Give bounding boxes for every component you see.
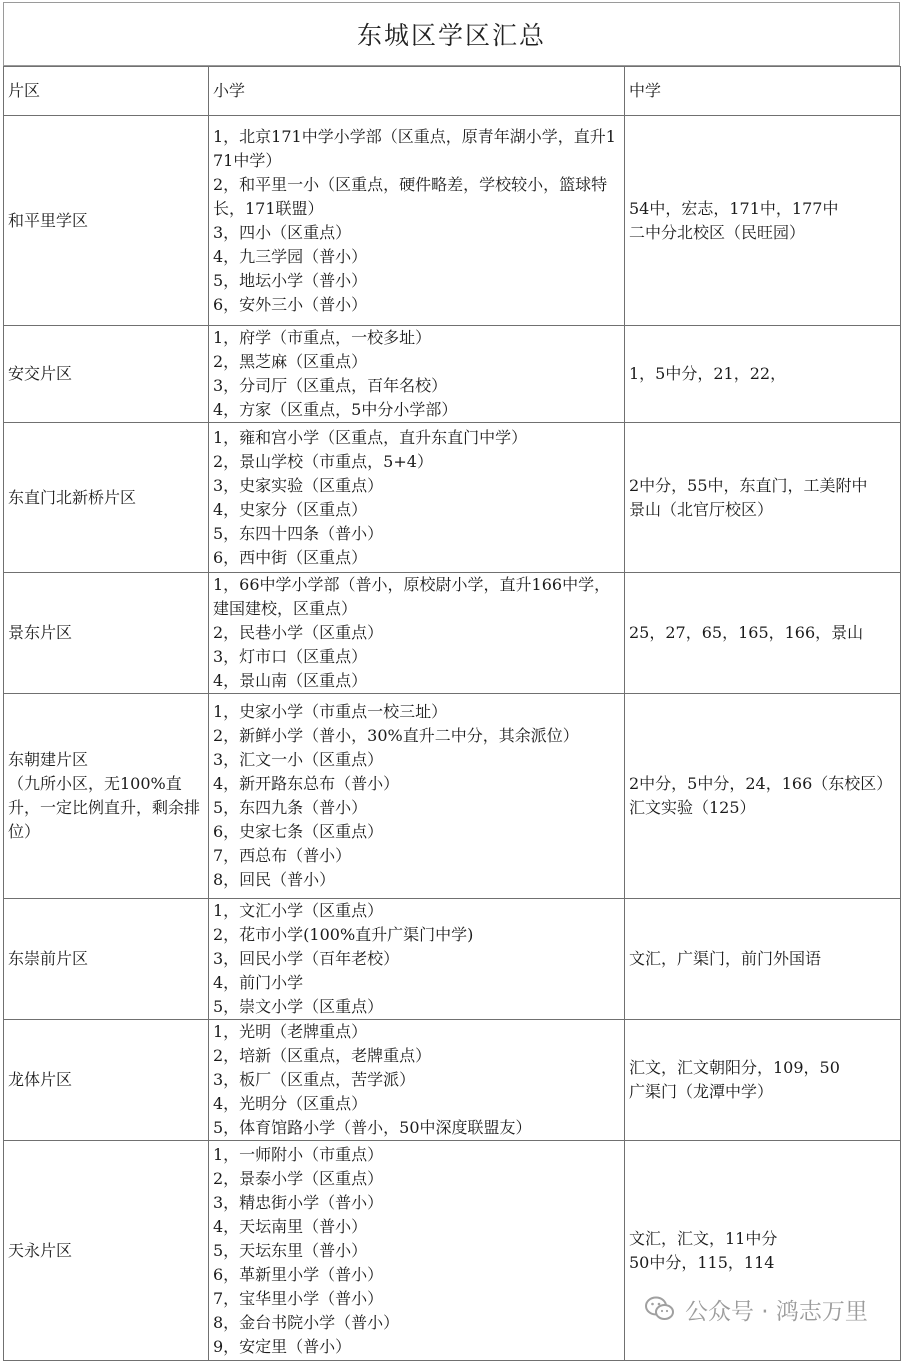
school-item: 8，金台书院小学（普小） bbox=[213, 1312, 400, 1332]
middle-school-line: 文汇，广渠门，前门外国语 bbox=[629, 949, 822, 968]
table-row bbox=[4, 1141, 901, 1361]
middle-school-line: 汇文，汇文朝阳分，109，50 bbox=[629, 1058, 840, 1077]
table-row bbox=[4, 326, 901, 423]
school-item: 6，安外三小（普小） bbox=[213, 294, 368, 314]
school-item: 1，一师附小（市重点） bbox=[213, 1144, 384, 1164]
district-name: 和平里学区 bbox=[8, 210, 89, 230]
school-item: 1，史家小学（市重点一校三址） bbox=[213, 702, 448, 721]
primary-schools-cell bbox=[209, 899, 625, 1020]
middle-school-line: 广渠门（龙潭中学） bbox=[629, 1082, 774, 1101]
middle-school-line: 景山（北官厅校区） bbox=[629, 499, 774, 519]
header-middle: 中学 bbox=[625, 67, 901, 116]
middle-school-line: 1，5中分，21，22， bbox=[629, 364, 787, 383]
middle-school-line: 文汇，汇文，11中分 bbox=[629, 1228, 778, 1248]
primary-schools-cell bbox=[209, 573, 625, 694]
school-item: 2，景泰小学（区重点） bbox=[213, 1168, 384, 1188]
school-item: 2，花市小学(100%直升广渠门中学) bbox=[213, 925, 474, 944]
school-item: 1，雍和宫小学（区重点，直升东直门中学） bbox=[213, 427, 528, 447]
district-cell bbox=[4, 1020, 209, 1141]
table-row bbox=[4, 694, 901, 899]
district-cell bbox=[4, 1141, 209, 1361]
wechat-icon bbox=[645, 1296, 675, 1322]
watermark bbox=[645, 1292, 868, 1326]
school-item: 1，文汇小学（区重点） bbox=[213, 901, 384, 920]
school-item: 2，培新（区重点，老牌重点） bbox=[213, 1046, 432, 1065]
middle-school-line: 2中分，5中分，24，166（东校区） bbox=[629, 774, 893, 793]
district-name: 龙体片区 bbox=[8, 1070, 73, 1089]
school-item: 2，黑芝麻（区重点） bbox=[213, 352, 368, 371]
district-cell bbox=[4, 423, 209, 573]
school-item: 3，分司厅（区重点，百年名校） bbox=[213, 376, 448, 395]
middle-school-line: 二中分北校区（民旺园） bbox=[629, 222, 806, 242]
middle-school-line: 50中分，115，114 bbox=[629, 1252, 775, 1272]
school-item: 7，西总布（普小） bbox=[213, 846, 352, 865]
school-item: 5，天坛东里（普小） bbox=[213, 1240, 368, 1260]
table-row bbox=[4, 423, 901, 573]
district-name: 安交片区 bbox=[8, 364, 73, 383]
school-item: 3，灯市口（区重点） bbox=[213, 647, 368, 666]
school-item: 3，史家实验（区重点） bbox=[213, 475, 384, 495]
school-item: 3，精忠街小学（普小） bbox=[213, 1192, 384, 1212]
primary-schools-cell bbox=[209, 326, 625, 423]
primary-schools-cell bbox=[209, 423, 625, 573]
middle-schools-cell bbox=[625, 694, 901, 899]
primary-schools-cell bbox=[209, 1141, 625, 1361]
middle-schools-cell bbox=[625, 423, 901, 573]
school-item: 5，东四九条（普小） bbox=[213, 798, 368, 817]
header-district: 片区 bbox=[4, 67, 209, 116]
district-name: 东朝建片区 bbox=[8, 750, 89, 769]
school-item: 2，景山学校（市重点，5+4） bbox=[213, 451, 433, 471]
school-item: 6，史家七条（区重点） bbox=[213, 822, 384, 841]
school-item: 1，府学（市重点，一校多址） bbox=[213, 328, 432, 347]
school-item: 3，四小（区重点） bbox=[213, 222, 352, 242]
middle-school-line: 54中，宏志，171中，177中 bbox=[629, 198, 839, 218]
school-item: 4，天坛南里（普小） bbox=[213, 1216, 368, 1236]
table-row bbox=[4, 899, 901, 1020]
table-header-row bbox=[4, 67, 901, 116]
page-title: 东城区学区汇总 bbox=[3, 2, 900, 66]
primary-schools-cell bbox=[209, 694, 625, 899]
middle-school-line: 汇文实验（125） bbox=[629, 798, 756, 817]
school-item: 4，新开路东总布（普小） bbox=[213, 774, 400, 793]
watermark-text: 公众号 · 鸿志万里 bbox=[685, 1298, 868, 1325]
middle-schools-cell bbox=[625, 1141, 901, 1361]
school-item: 8，回民（普小） bbox=[213, 870, 336, 889]
header-primary: 小学 bbox=[209, 67, 625, 116]
district-name: 景东片区 bbox=[8, 623, 73, 642]
school-item: 2，民巷小学（区重点） bbox=[213, 623, 384, 642]
middle-school-line: 25，27，65，165，166，景山 bbox=[629, 623, 864, 642]
middle-schools-cell bbox=[625, 116, 901, 326]
school-item: 3，回民小学（百年老校） bbox=[213, 949, 400, 968]
school-item: 9，安定里（普小） bbox=[213, 1336, 352, 1356]
school-item: 1，光明（老牌重点） bbox=[213, 1022, 368, 1041]
school-item: 1，66中学小学部（普小，原校尉小学，直升166中学，建国建校，区重点） bbox=[213, 575, 611, 618]
school-item: 6，西中街（区重点） bbox=[213, 547, 368, 567]
middle-schools-cell bbox=[625, 899, 901, 1020]
school-item: 4，史家分（区重点） bbox=[213, 499, 368, 519]
school-item: 5，体育馆路小学（普小，50中深度联盟友） bbox=[213, 1118, 532, 1137]
district-name: 东直门北新桥片区 bbox=[8, 487, 137, 507]
school-item: 4，景山南（区重点） bbox=[213, 671, 368, 690]
school-item: 5，东四十四条（普小） bbox=[213, 523, 384, 543]
middle-school-line: 2中分，55中，东直门，工美附中 bbox=[629, 475, 868, 495]
middle-schools-cell bbox=[625, 573, 901, 694]
middle-schools-cell bbox=[625, 1020, 901, 1141]
district-name: 东崇前片区 bbox=[8, 949, 89, 968]
primary-schools-cell bbox=[209, 1020, 625, 1141]
district-cell bbox=[4, 326, 209, 423]
school-item: 4，方家（区重点，5中分小学部） bbox=[213, 400, 458, 419]
table-row bbox=[4, 573, 901, 694]
district-name: （九所小区，无100%直升，一定比例直升，剩余排位） bbox=[8, 774, 201, 841]
district-cell bbox=[4, 899, 209, 1020]
district-cell bbox=[4, 573, 209, 694]
school-item: 2，新鲜小学（普小，30%直升二中分，其余派位） bbox=[213, 726, 579, 745]
middle-schools-cell bbox=[625, 326, 901, 423]
school-item: 6，革新里小学（普小） bbox=[213, 1264, 384, 1284]
school-item: 5，崇文小学（区重点） bbox=[213, 997, 384, 1016]
school-item: 7，宝华里小学（普小） bbox=[213, 1288, 384, 1308]
district-cell bbox=[4, 694, 209, 899]
district-cell bbox=[4, 116, 209, 326]
school-item: 1，北京171中学小学部（区重点，原青年湖小学，直升171中学） bbox=[213, 126, 616, 170]
school-district-table bbox=[3, 66, 901, 1361]
school-item: 5，地坛小学（普小） bbox=[213, 270, 368, 290]
school-item: 4，光明分（区重点） bbox=[213, 1094, 368, 1113]
school-item: 4，九三学园（普小） bbox=[213, 246, 368, 266]
school-item: 4，前门小学 bbox=[213, 973, 304, 992]
primary-schools-cell bbox=[209, 116, 625, 326]
table-row bbox=[4, 116, 901, 326]
district-name: 天永片区 bbox=[8, 1240, 73, 1260]
school-item: 3，汇文一小（区重点） bbox=[213, 750, 384, 769]
table-row bbox=[4, 1020, 901, 1141]
school-item: 3，板厂（区重点，苦学派） bbox=[213, 1070, 416, 1089]
school-item: 2，和平里一小（区重点，硬件略差，学校较小，篮球特长，171联盟） bbox=[213, 174, 608, 218]
